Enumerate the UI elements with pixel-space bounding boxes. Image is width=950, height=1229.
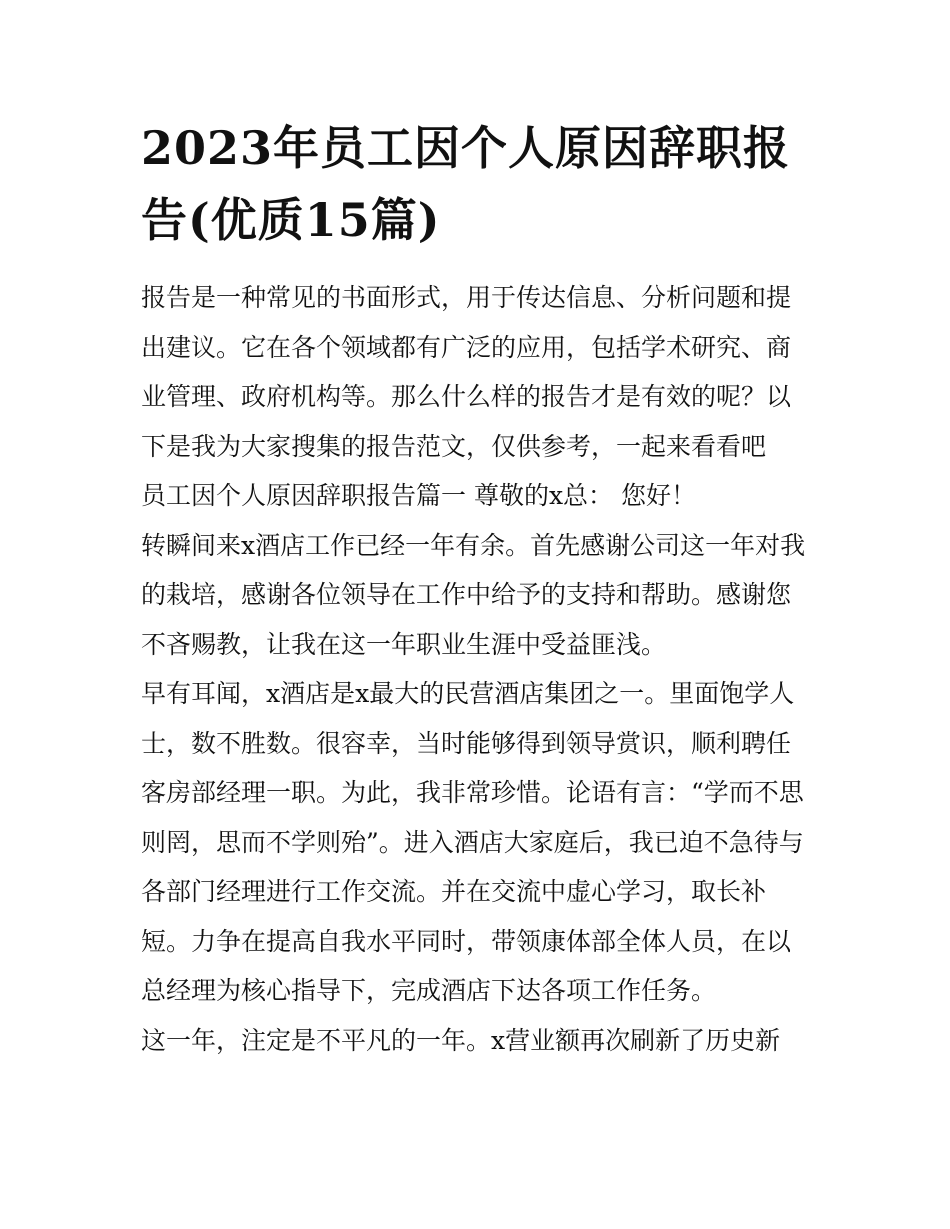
document-title: 2023年员工因个人原因辞职报告(优质15篇) <box>141 121 791 247</box>
body-paragraph: 早有耳闻，x酒店是x最大的民营酒店集团之一。里面饱学人士，数不胜数。很容幸，当时能够得到领导赏识，顺利聘任客房部经理一职。为此，我非常珍惜。论语有言：“学而不思则罔，思而不学则殆”。进入酒店大家庭后，我已迫不急待与各部门经理进行工作交流。并在交流中虚心学习，取长补短。力争在提高自我水平同时，带领康体部全体人员，在以总经理为核心指导下，完成酒店下达各项工作任务。 <box>141 679 804 1005</box>
intro-paragraph: 报告是一种常见的书面形式，用于传达信息、分析问题和提出建议。它在各个领域都有广泛的应用，包括学术研究、商业管理、政府机构等。那么什么样的报告才是有效的呢？以下是我为大家搜集的报告范文，仅供参考，一起来看看吧 <box>141 283 792 461</box>
body-paragraph: 转瞬间来x酒店工作已经一年有余。首先感谢公司这一年对我的栽培，感谢各位领导在工作中给予的支持和帮助。感谢您不吝赐教，让我在这一年职业生涯中受益匪浅。 <box>141 530 806 659</box>
body-paragraph: 这一年，注定是不平凡的一年。x营业额再次刷新了历史新 <box>141 1025 781 1055</box>
document-body <box>141 112 813 1065</box>
salutation-paragraph: 员工因个人原因辞职报告篇一 尊敬的x总： 您好！ <box>141 481 696 510</box>
